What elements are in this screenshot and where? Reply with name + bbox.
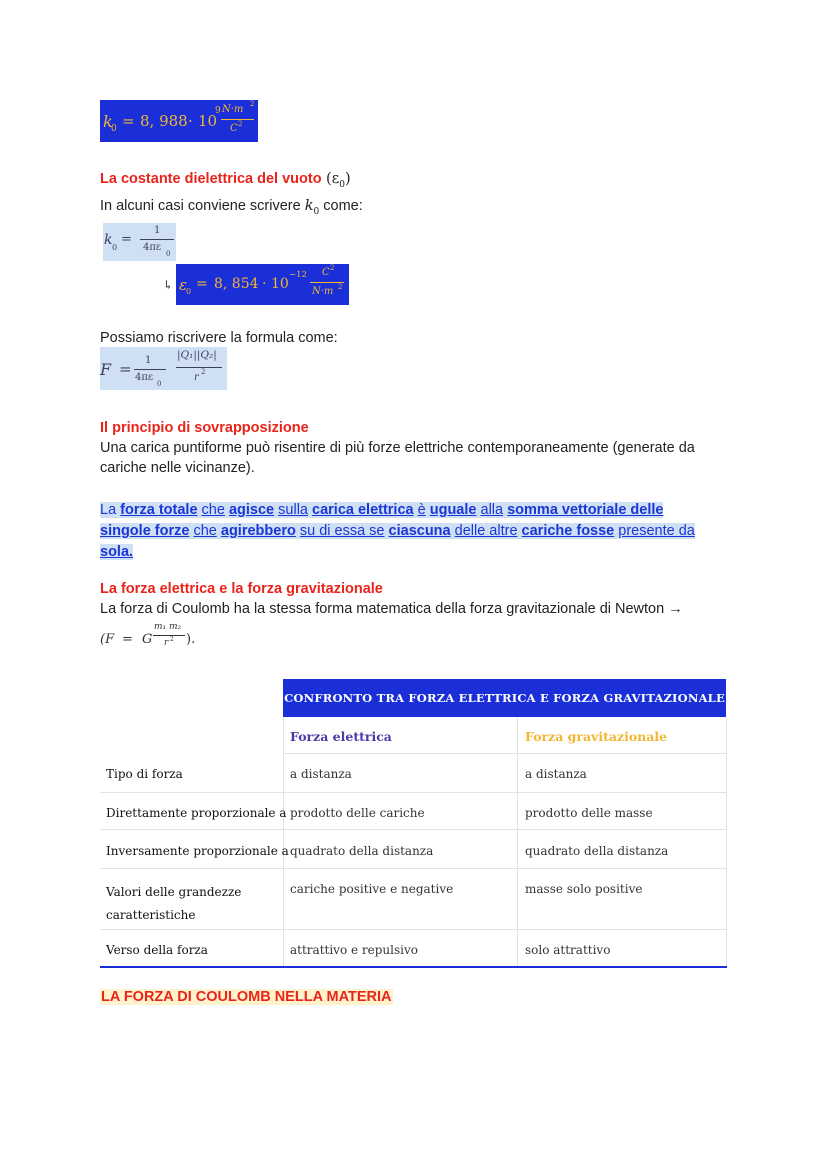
table-divider	[100, 929, 727, 930]
formula-eps0-unit-den-sup: 2	[338, 283, 343, 291]
formula-k0-eps	[103, 223, 176, 261]
formula-k0-unit-den-sup: 2	[238, 120, 243, 128]
rewrite-text: Possiamo riscrivere la formula come:	[100, 330, 338, 346]
formula-gravity-den: r	[164, 638, 169, 648]
highlight-line-1	[100, 500, 728, 521]
table-divider	[100, 868, 727, 869]
hl-word: delle altre	[454, 523, 518, 539]
eps-heading	[100, 170, 351, 190]
table-divider	[283, 753, 727, 754]
superposition-line1: Una carica puntiforme può risentire di più forze elettriche contemporaneamente (generate da	[100, 440, 695, 456]
formula-eps0	[176, 264, 349, 305]
formula-k0-unit-num-sup: 2	[250, 100, 255, 108]
formula-eps0-mantissa: 8, 854	[214, 276, 259, 292]
formula-eps0-times: ·	[262, 276, 267, 292]
superposition-heading: Il principio di sovrapposizione	[100, 420, 309, 436]
gravity-line1: La forza di Coulomb ha la stessa forma matematica della forza gravitazionale di Newton →	[100, 601, 683, 617]
cell-gravity: solo attrattivo	[525, 943, 611, 957]
cell-gravity: a distanza	[525, 767, 587, 781]
formula-k0	[100, 100, 258, 142]
formula-eps0-exp: −12	[289, 270, 307, 280]
highlight-line-3	[100, 542, 728, 563]
matter-heading: LA FORZA DI COULOMB NELLA MATERIA	[101, 989, 392, 1005]
formula-eps0-unit-den: N·m	[312, 286, 334, 297]
formula-gravity-equals: =	[122, 632, 133, 647]
hl-strong: agirebbero	[220, 523, 296, 539]
eps-heading-symbol: (ε	[326, 171, 340, 187]
formula-k0-lhs-sub: 0	[111, 124, 117, 134]
cell-gravity: masse solo positive	[525, 882, 643, 896]
eps-heading-symbol-sub: 0	[339, 180, 345, 191]
row-label: Direttamente proporzionale a	[106, 806, 287, 820]
formula-coulomb	[100, 347, 227, 390]
formula-k0-eps-num: 1	[154, 225, 161, 236]
formula-coulomb-f1-bar	[134, 369, 166, 370]
hl-word: che	[193, 523, 217, 539]
col-header-gravity: Forza gravitazionale	[525, 729, 668, 744]
cell-electric: prodotto delle cariche	[290, 806, 425, 820]
row-label: Inversamente proporzionale a	[106, 844, 289, 858]
formula-gravity-open: (F	[100, 632, 115, 647]
table-divider	[100, 829, 727, 830]
formula-k0-lhs: k	[103, 112, 113, 131]
formula-k0-eps-equals: =	[121, 232, 132, 247]
cell-gravity: prodotto delle masse	[525, 806, 653, 820]
formula-eps0-lhs-sub: 0	[186, 287, 192, 296]
eps-intro	[100, 198, 363, 217]
formula-eps0-unit-num-sup: 2	[330, 264, 335, 272]
superposition-highlight	[100, 500, 728, 563]
formula-k0-eps-lhs: k	[104, 232, 113, 248]
formula-k0-times: ·	[188, 112, 193, 130]
formula-coulomb-lhs: F	[100, 360, 112, 379]
formula-eps0-equals: =	[196, 276, 208, 292]
hl-word: sulla	[278, 502, 308, 518]
formula-k0-eps-den-sub: 0	[166, 250, 171, 258]
highlight-line-2	[100, 521, 728, 542]
formula-k0-exp: 9	[215, 106, 221, 116]
hl-word: che	[201, 502, 225, 518]
formula-k0-eps-bar	[140, 239, 174, 240]
formula-k0-eps-den: 4πε	[143, 242, 162, 253]
hl-strong: cariche fosse	[521, 523, 615, 539]
hl-word: su di essa se	[299, 523, 385, 539]
table-divider	[100, 792, 727, 793]
formula-coulomb-f1-den: 4πε	[135, 372, 154, 383]
cell-electric: quadrato della distanza	[290, 844, 434, 858]
hl-strong: somma vettoriale delle	[507, 502, 664, 518]
formula-eps0-lhs: ε	[179, 276, 188, 294]
formula-k0-unit-den: C	[230, 123, 238, 134]
row-label: Valori delle grandezze caratteristiche	[106, 885, 242, 922]
formula-coulomb-f2-den-sup: 2	[201, 368, 206, 376]
formula-eps0-unit-num: C	[322, 267, 330, 278]
table-title: CONFRONTO TRA FORZA ELETTRICA E FORZA GRAVITAZIONALE	[283, 679, 726, 717]
formula-coulomb-f2-num: |Q₁||Q₂|	[177, 349, 217, 361]
formula-coulomb-equals: =	[119, 360, 132, 378]
hl-word: alla	[480, 502, 504, 518]
cell-electric: cariche positive e negative	[290, 882, 454, 896]
hl-strong: carica elettrica	[312, 502, 414, 518]
hl-word: La	[100, 502, 117, 518]
formula-coulomb-f1-den-sub: 0	[157, 380, 162, 388]
formula-k0-equals: =	[122, 112, 135, 130]
hl-strong: singole forze	[100, 523, 190, 539]
row-label: Verso della forza	[106, 943, 208, 957]
hl-strong: agisce	[228, 502, 275, 518]
formula-coulomb-f2-den: r	[194, 372, 199, 383]
hl-strong: sola.	[100, 544, 134, 560]
formula-coulomb-f1-num: 1	[145, 355, 152, 366]
cell-gravity: quadrato della distanza	[525, 844, 669, 858]
row-label: Tipo di forza	[106, 767, 183, 781]
formula-k0-base: 10	[198, 112, 218, 130]
eps-intro-before: In alcuni casi conviene scrivere	[100, 198, 301, 214]
hl-strong: ciascuna	[388, 523, 451, 539]
formula-gravity-G: G	[142, 632, 153, 647]
formula-gravity	[100, 620, 210, 656]
cell-electric: attrattivo e repulsivo	[290, 943, 418, 957]
formula-gravity-bar	[153, 635, 185, 636]
superposition-line2: cariche nelle vicinanze).	[100, 460, 255, 476]
gravity-heading: La forza elettrica e la forza gravitazionale	[100, 581, 383, 597]
eps-intro-var: k	[304, 198, 314, 214]
formula-eps0-base: 10	[271, 276, 289, 292]
col-header-electric: Forza elettrica	[290, 729, 392, 744]
formula-coulomb-f2-bar	[176, 367, 222, 368]
table-bottom-border	[100, 966, 727, 968]
eps-heading-symbol-close: )	[344, 171, 351, 187]
arrow-return-icon: ↳	[163, 278, 174, 292]
formula-k0-unit-num: N·m	[222, 104, 244, 115]
cell-electric: a distanza	[290, 767, 352, 781]
eps-intro-var-sub: 0	[313, 206, 320, 217]
formula-k0-eps-lhs-sub: 0	[112, 243, 118, 252]
hl-strong: forza totale	[120, 502, 198, 518]
formula-gravity-num: m₁ m₂	[154, 622, 182, 632]
formula-k0-mantissa: 8, 988	[140, 112, 188, 130]
hl-strong: uguale	[429, 502, 477, 518]
hl-word: è	[417, 502, 426, 518]
eps-heading-text: La costante dielettrica del vuoto	[100, 171, 322, 187]
formula-gravity-den-sup: 2	[170, 636, 174, 643]
eps-intro-after: come:	[323, 198, 363, 214]
hl-word: presente da	[618, 523, 695, 539]
formula-gravity-close: ).	[186, 632, 196, 647]
